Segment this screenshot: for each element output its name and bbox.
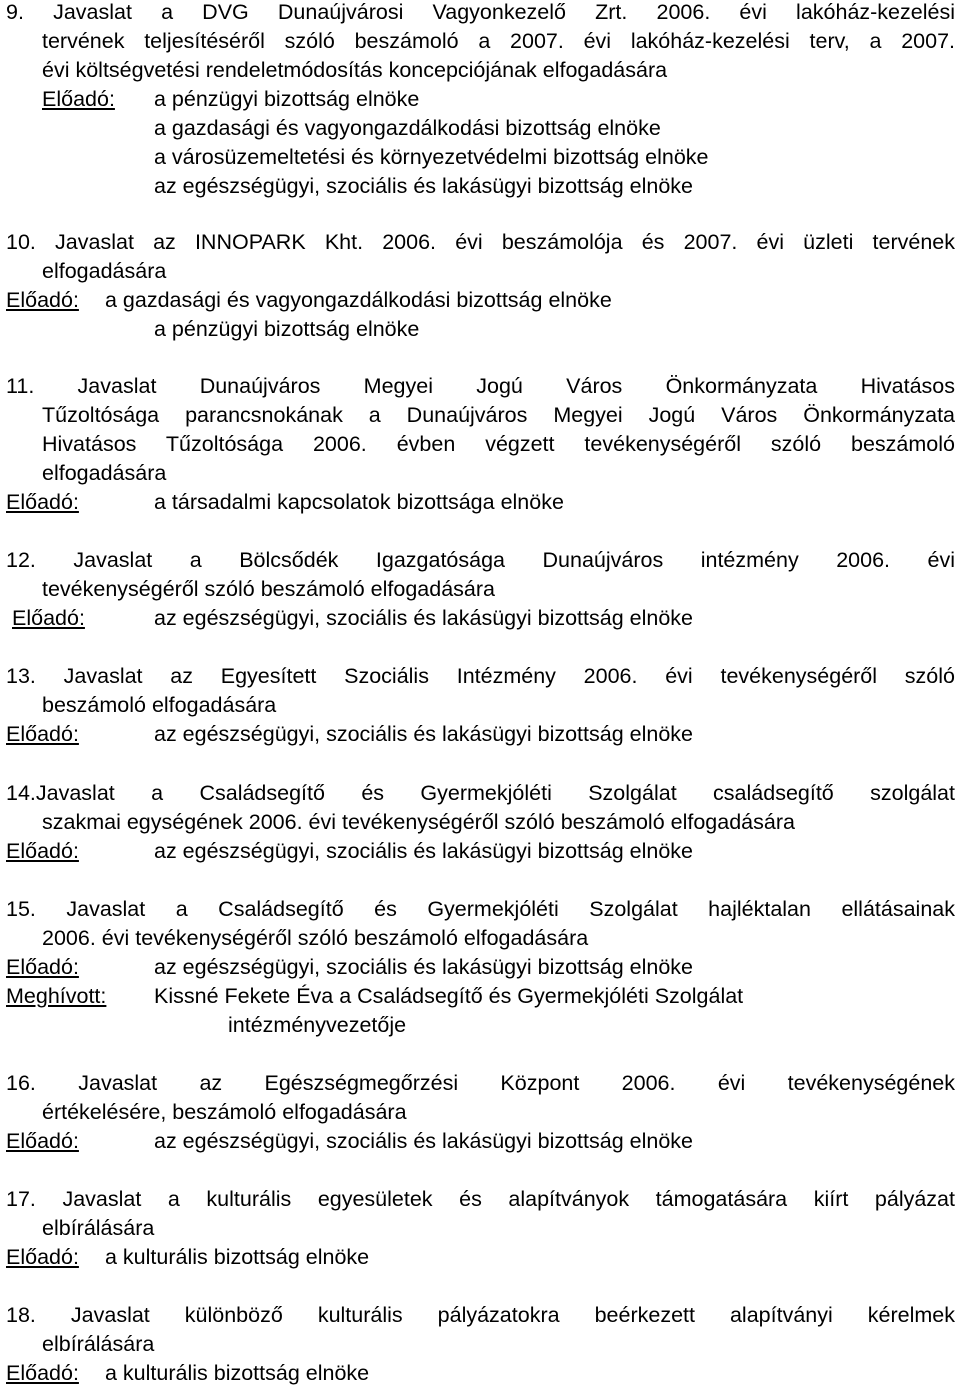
item-10-presenter-1: a gazdasági és vagyongazdálkodási bizottság elnöke — [105, 288, 612, 312]
item-9-line-3: évi költségvetési rendeletmódosítás koncepciójának elfogadására — [42, 58, 668, 82]
item-18-presenter-1: a kulturális bizottság elnöke — [105, 1361, 370, 1385]
item-9-presenter-3: a városüzemeltetési és környezetvédelmi bizottság elnöke — [154, 145, 709, 169]
item-10-presenter-2: a pénzügyi bizottság elnöke — [154, 317, 420, 341]
item-11-presenter-label: Előadó: — [6, 490, 79, 514]
item-9-line-2: tervének teljesítéséről szóló beszámoló a 2007. évi lakóház-kezelési terv, a 2007. — [42, 29, 955, 53]
item-16-line-2: értékelésére, beszámoló elfogadására — [42, 1100, 407, 1124]
item-11-presenter-1: a társadalmi kapcsolatok bizottsága elnöke — [154, 490, 564, 514]
item-16-presenter-label: Előadó: — [6, 1129, 79, 1153]
item-11-line-1: 11. Javaslat Dunaújváros Megyei Jogú Város Önkormányzata Hivatásos — [6, 374, 955, 398]
item-14-line-1: 14.Javaslat a Családsegítő és Gyermekjóléti Szolgálat családsegítő szolgálat — [6, 781, 955, 805]
item-13-line-1: 13. Javaslat az Egyesített Szociális Intézmény 2006. évi tevékenységéről szóló — [6, 664, 955, 688]
item-18-presenter-label: Előadó: — [6, 1361, 79, 1385]
item-16-presenter-1: az egészségügyi, szociális és lakásügyi bizottság elnöke — [154, 1129, 693, 1153]
item-11-line-2: Tűzoltósága parancsnokának a Dunaújváros Megyei Jogú Város Önkormányzata — [42, 403, 955, 427]
item-15-line-1: 15. Javaslat a Családsegítő és Gyermekjóléti Szolgálat hajléktalan ellátásainak — [6, 897, 955, 921]
item-10-presenter-label: Előadó: — [6, 288, 79, 312]
item-18-line-2: elbírálására — [42, 1332, 155, 1356]
item-9-line-1: 9. Javaslat a DVG Dunaújvárosi Vagyonkezelő Zrt. 2006. évi lakóház-kezelési — [6, 0, 955, 24]
item-11-line-4: elfogadására — [42, 461, 167, 485]
item-15-invited-2: intézményvezetője — [228, 1013, 407, 1037]
item-14-presenter-1: az egészségügyi, szociális és lakásügyi bizottság elnöke — [154, 839, 693, 863]
item-13-line-2: beszámoló elfogadására — [42, 693, 277, 717]
item-18-line-1: 18. Javaslat különböző kulturális pályázatokra beérkezett alapítványi kérelmek — [6, 1303, 955, 1327]
item-17-line-2: elbírálására — [42, 1216, 155, 1240]
item-17-presenter-label: Előadó: — [6, 1245, 79, 1269]
item-17-presenter-1: a kulturális bizottság elnöke — [105, 1245, 370, 1269]
item-15-presenter-label: Előadó: — [6, 955, 79, 979]
item-12-line-2: tevékenységéről szóló beszámoló elfogadására — [42, 577, 495, 601]
item-9-presenter-label: Előadó: — [42, 87, 115, 111]
item-10-line-1: 10. Javaslat az INNOPARK Kht. 2006. évi beszámolója és 2007. évi üzleti tervének — [6, 230, 955, 254]
item-13-presenter-label: Előadó: — [6, 722, 79, 746]
item-12-presenter-1: az egészségügyi, szociális és lakásügyi bizottság elnöke — [154, 606, 693, 630]
item-15-invited-label: Meghívott: — [6, 984, 107, 1008]
item-12-line-1: 12. Javaslat a Bölcsődék Igazgatósága Dunaújváros intézmény 2006. évi — [6, 548, 955, 572]
item-15-line-2: 2006. évi tevékenységéről szóló beszámoló elfogadására — [42, 926, 589, 950]
item-17-line-1: 17. Javaslat a kulturális egyesületek és alapítványok támogatására kiírt pályázat — [6, 1187, 955, 1211]
item-10-line-2: elfogadására — [42, 259, 167, 283]
item-11-line-3: Hivatásos Tűzoltósága 2006. évben végzett tevékenységéről szóló beszámoló — [42, 432, 955, 456]
item-16-line-1: 16. Javaslat az Egészségmegőrzési Központ 2006. évi tevékenységének — [6, 1071, 955, 1095]
item-9-presenter-4: az egészségügyi, szociális és lakásügyi bizottság elnöke — [154, 174, 693, 198]
item-14-presenter-label: Előadó: — [6, 839, 79, 863]
item-9-presenter-1: a pénzügyi bizottság elnöke — [154, 87, 420, 111]
item-13-presenter-1: az egészségügyi, szociális és lakásügyi bizottság elnöke — [154, 722, 693, 746]
item-14-line-2: szakmai egységének 2006. évi tevékenységéről szóló beszámoló elfogadására — [42, 810, 795, 834]
item-12-presenter-label: Előadó: — [12, 606, 85, 630]
item-15-invited-1: Kissné Fekete Éva a Családsegítő és Gyermekjóléti Szolgálat — [154, 984, 744, 1008]
item-15-presenter-1: az egészségügyi, szociális és lakásügyi bizottság elnöke — [154, 955, 693, 979]
item-9-presenter-2: a gazdasági és vagyongazdálkodási bizottság elnöke — [154, 116, 661, 140]
